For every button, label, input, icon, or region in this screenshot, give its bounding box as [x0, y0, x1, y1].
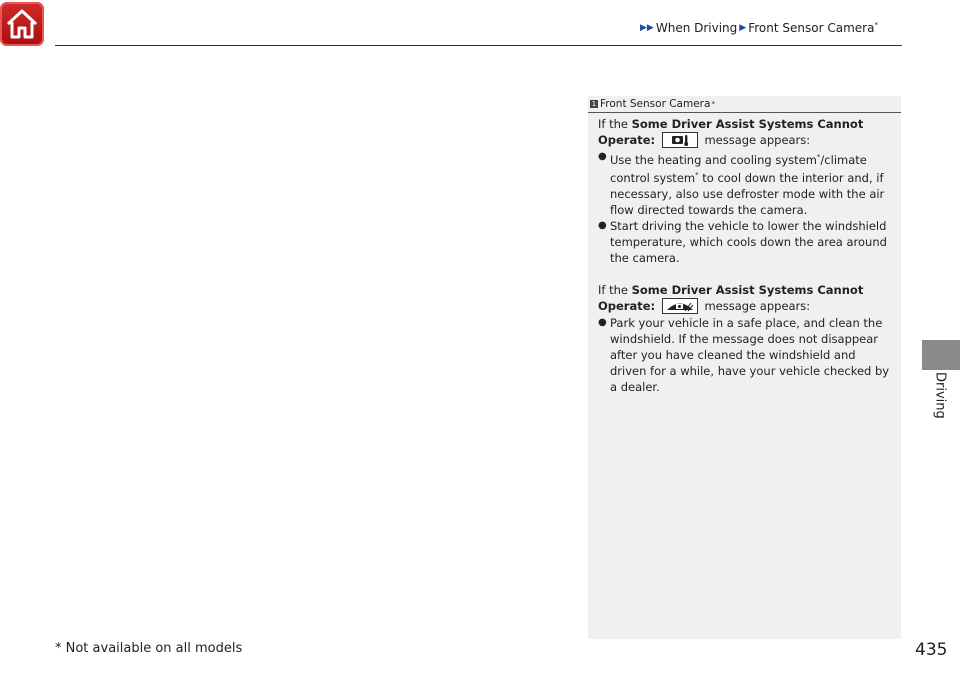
breadcrumb	[640, 19, 878, 37]
breadcrumb-when-driving[interactable]: When Driving	[655, 21, 738, 35]
section2-bullet-1: ● Park your vehicle in a safe place, and clean the windshield. If the message does not disappear after you have cleaned the windshield and driven for a while, have your vehicle checked by a dealer.	[598, 315, 894, 395]
section1-bullet-1: ● Use the heating and cooling system*/climate control system* to cool down the interior and, if necessary, also use defroster mode with the air flow directed towards the camera.	[598, 149, 894, 219]
footnote: * Not available on all models	[55, 641, 243, 656]
section1-bullet-2: ● Start driving the vehicle to lower the windshield temperature, which cools down the area around the camera.	[598, 218, 894, 266]
section2-operate: Operate: message appears:	[598, 299, 811, 314]
sidebar-note-box	[588, 96, 901, 639]
sidebar-content	[598, 116, 894, 395]
sidebar-title: 1 Front Sensor Camera *	[588, 96, 901, 113]
camera-temperature-icon	[662, 132, 698, 148]
breadcrumb-arrow-icon: ▶	[739, 23, 747, 33]
camera-windshield-icon	[662, 298, 698, 314]
section2-intro: If the Some Driver Assist Systems Cannot	[598, 283, 864, 298]
header-divider	[55, 45, 902, 46]
section-tab-label: Driving	[932, 372, 948, 419]
note-marker-icon: 1	[591, 100, 597, 108]
section-tab[interactable]	[922, 340, 960, 370]
home-icon	[5, 8, 39, 40]
section1-intro: If the Some Driver Assist Systems Cannot	[598, 117, 864, 131]
page-number: 435	[915, 640, 948, 660]
home-button[interactable]	[0, 2, 44, 46]
breadcrumb-arrow-icon: ▶▶	[640, 23, 654, 33]
breadcrumb-front-sensor-camera[interactable]: Front Sensor Camera*	[748, 21, 878, 35]
section1-operate: Operate: message appears:	[598, 133, 811, 147]
